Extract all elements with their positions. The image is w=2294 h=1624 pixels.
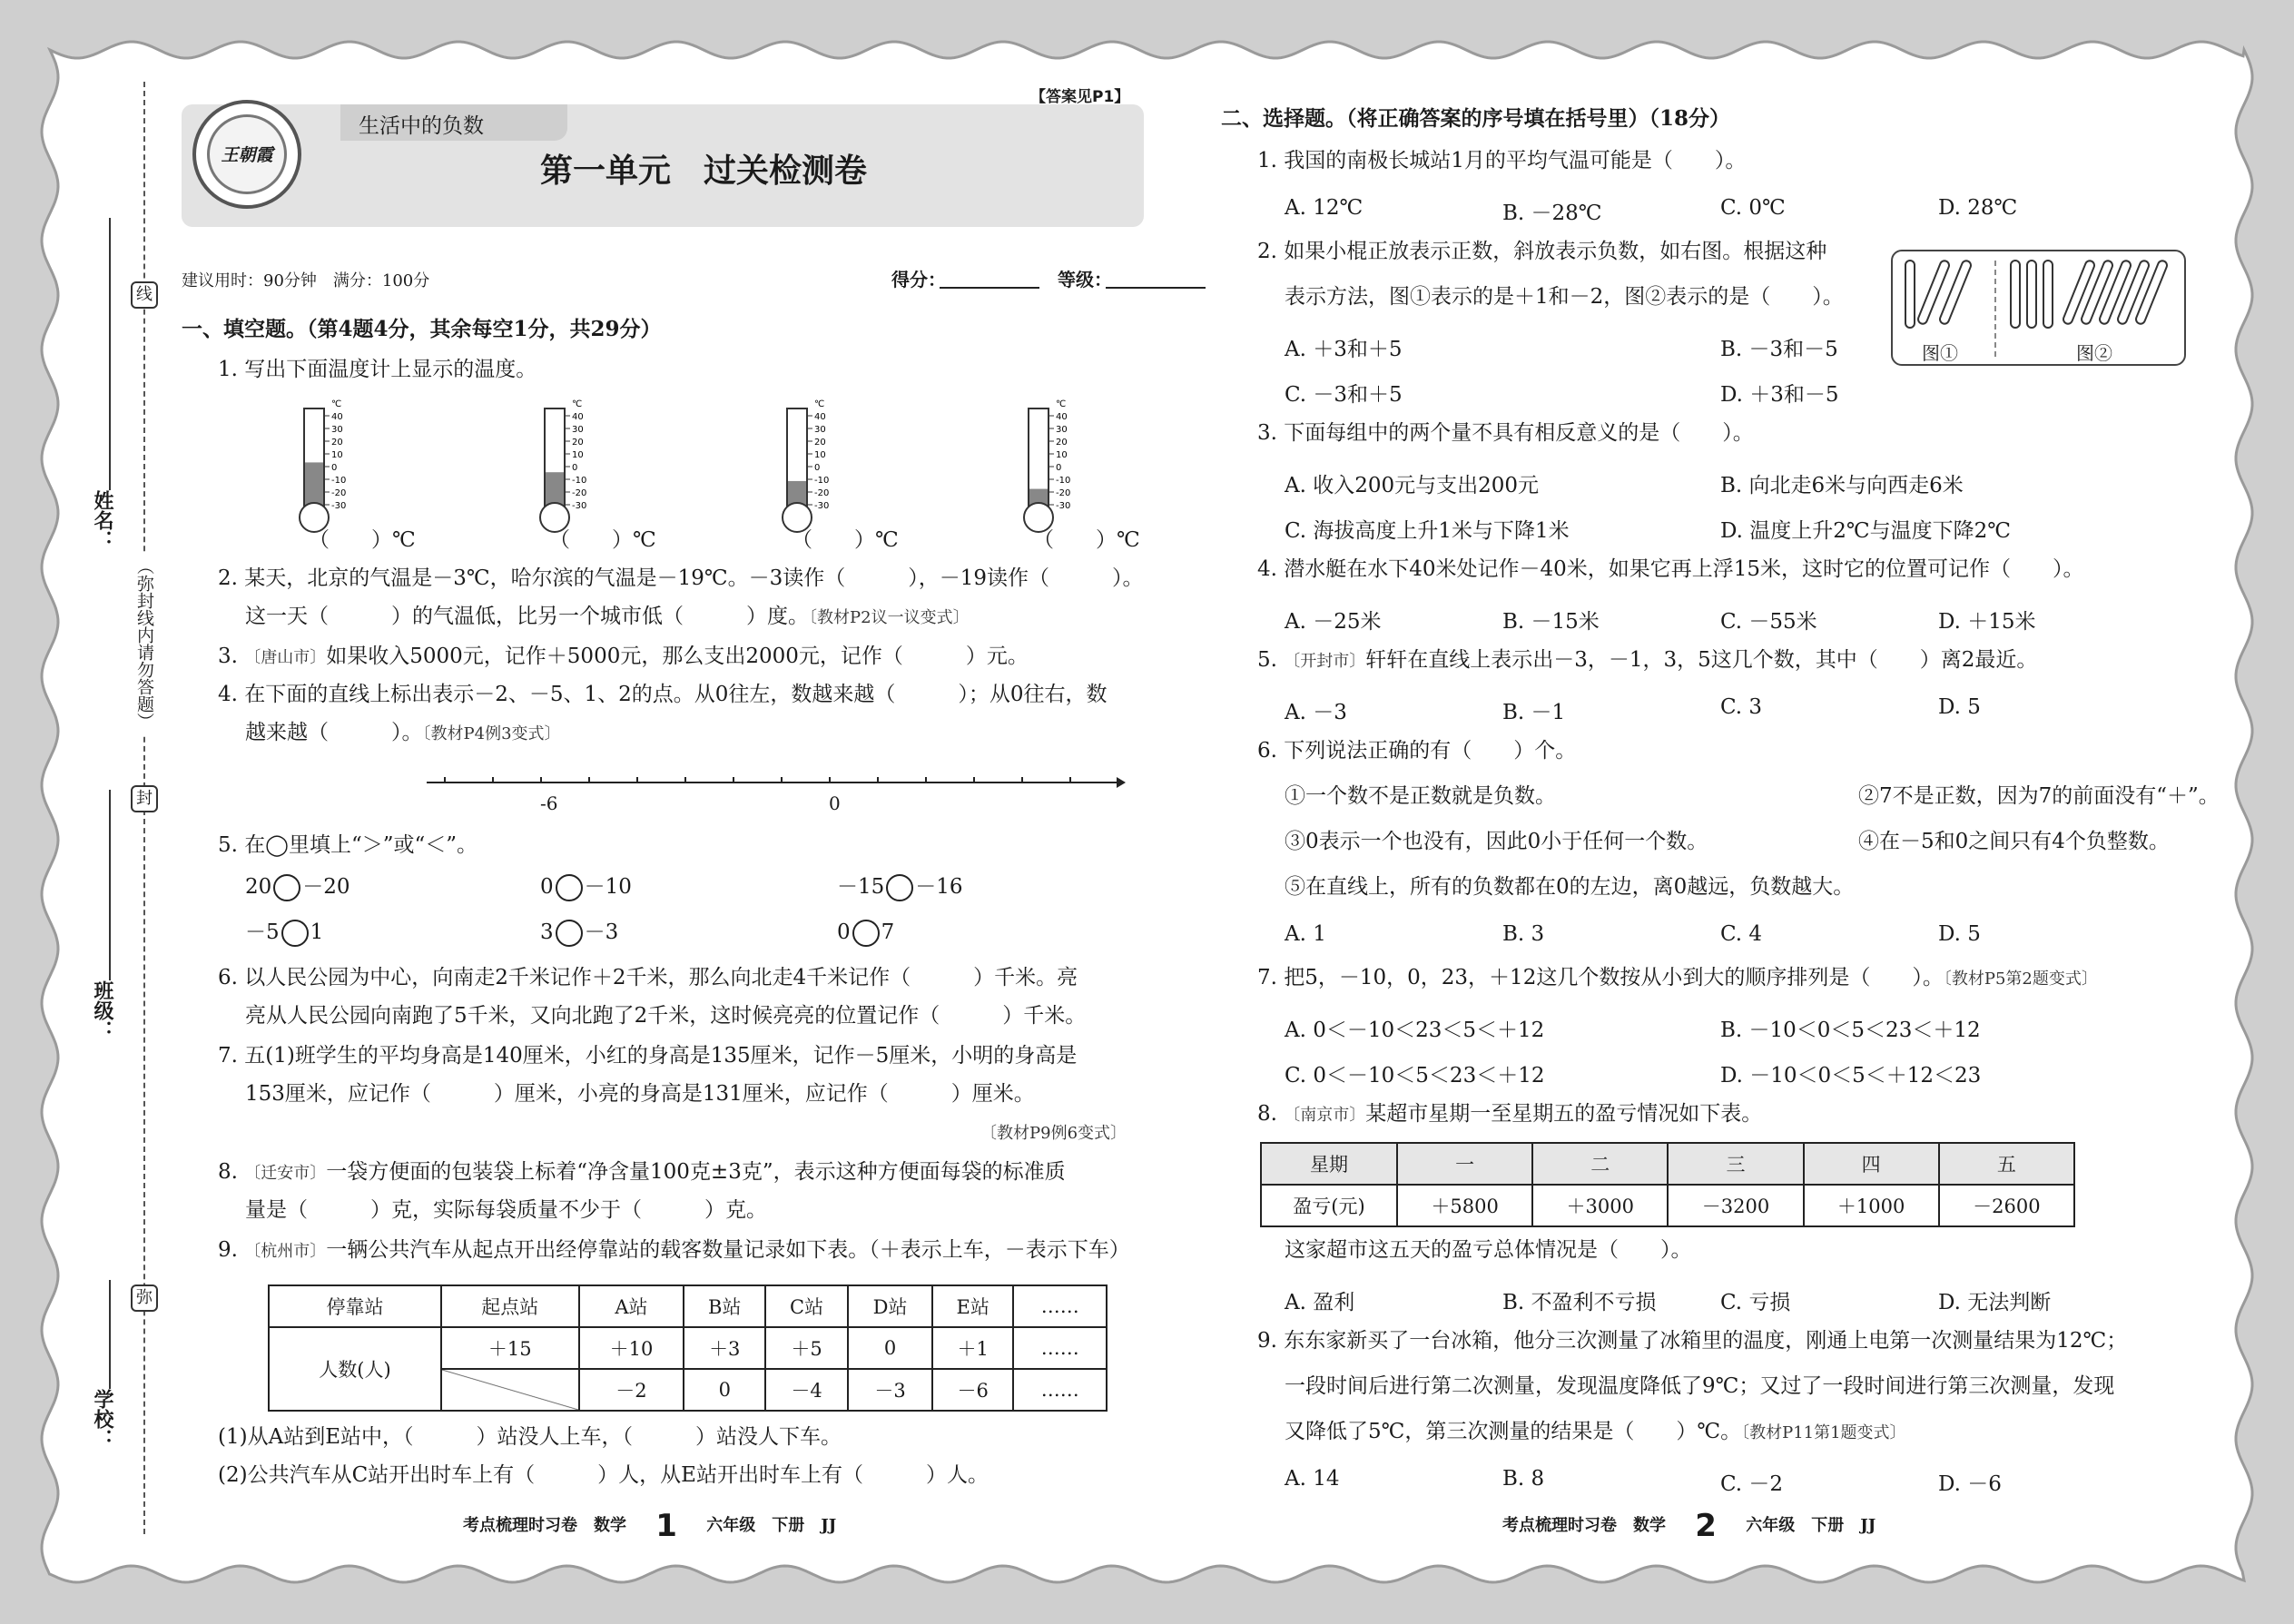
thermometer-2 [540,399,586,532]
compare-circle[interactable] [556,874,583,901]
s1-q8-line1: 8. 〔迁安市〕一袋方便面的包装袋上标着“净含量100克±3克”，表示这种方便面每袋的标准质 [218,1160,1066,1184]
bus-table-header [269,1285,1107,1327]
s2-q7-text: 7. 把5，－10，0，23，＋12这几个数按从小到大的顺序排列是（ ）。 [1257,966,1944,989]
thermometer-tick-label: -20 [1056,488,1071,498]
score-label: 得分： [891,269,946,290]
s1-q6-line1: 6. 以人民公园为中心，向南走2千米记作＋2千米，那么向北走4千米记作（ ）千米。亮 [218,966,1078,989]
thermometer-tick-label: 30 [1056,425,1068,435]
binding-strip [64,64,163,1561]
profit-cell: ＋3000 [1532,1185,1668,1226]
s2-q1-opt-c[interactable]: C. 0℃ [1720,196,1786,220]
bus-cell: －3 [848,1369,932,1411]
s2-q5-text: 轩轩在直线上表示出－3，－1，3，5这几个数，其中（ ）离2最近。 [1365,648,2038,672]
s1-q4-line2 [245,719,561,748]
s2-q3-opt-b[interactable]: B. 向北走6米与向西走6米 [1720,474,1964,497]
profit-header-cell: 一 [1397,1143,1532,1185]
s1-q9: 9. 〔杭州市〕一辆公共汽车从起点开出经停靠站的载客数量记录如下表。（＋表示上车，－表示下车） [218,1238,1130,1262]
s2-q4-opt-d[interactable]: D. ＋15米 [1938,610,2036,634]
s2-q3-opt-d[interactable]: D. 温度上升2℃与温度下降2℃ [1720,519,2011,543]
s2-q6-opt-a[interactable]: A. 1 [1285,922,1326,946]
thermometer-tick-label: 20 [572,438,584,448]
profit-cell: ＋1000 [1804,1185,1939,1226]
s2-q5-tag: 〔开封市〕 [1284,652,1366,671]
s2-q6-s4: ④在－5和0之间只有4个负整数。 [1858,830,2170,853]
bus-cell: －4 [765,1369,848,1411]
s2-q9-line1: 9. 东东家新买了一台冰箱，他分三次测量了冰箱里的温度，刚通上电第一次测量结果为12℃； [1257,1329,2128,1353]
s1-q3: 3. 〔唐山市〕如果收入5000元，记作＋5000元，那么支出2000元，记作（ ）元。 [218,645,1029,668]
seal-note: （弥封线内请勿答题） [133,554,157,733]
s2-q9-opt-a[interactable]: A. 14 [1285,1467,1340,1491]
s2-q9-line3 [1285,1418,1906,1447]
grade-label: 等级： [1058,269,1112,290]
page-number-2: 2 [1695,1508,1717,1544]
logo-badge [192,100,301,209]
s2-q7 [1257,964,2098,993]
time-info: 建议用时：90分钟 满分：100分 [182,271,430,290]
thermometer-tick-label: 0 [331,463,338,473]
s2-q9-opt-c[interactable]: C. －2 [1720,1472,1784,1496]
s1-q5: 5. 在◯里填上“＞”或“＜”。 [218,833,478,857]
s1-q2-line2 [245,603,970,632]
s1-q4-text: 越来越（ ）。 [245,721,423,744]
line-char-badge: 线 [131,281,158,309]
s2-q7-opt-d[interactable]: D. －10＜0＜5＜＋12＜23 [1720,1064,1982,1088]
bus-cell-empty [441,1369,579,1411]
thermometer-tick-label: 30 [572,425,584,435]
s1-q1: 1. 写出下面温度计上显示的温度。 [218,358,537,381]
compare-circle[interactable] [273,874,300,901]
q5-item-2[interactable]: 0 －10 [540,873,632,901]
thermometer-tick-label: 30 [331,425,343,435]
s1-q4-tag: 〔教材P4例3变式〕 [422,724,561,743]
s2-q8-opt-a[interactable]: A. 盈利 [1285,1291,1355,1314]
thermometer-tick-label: -20 [814,488,830,498]
s2-q1-opt-a[interactable]: A. 12℃ [1285,196,1364,220]
therm-answer-2[interactable]: （ ）℃ [549,528,656,552]
bus-header-cell: 起点站 [441,1285,579,1327]
bus-cell: ＋15 [441,1327,579,1369]
s2-q6-s3: ③0表示一个也没有，因此0小于任何一个数。 [1285,830,1708,853]
s2-q1: 1. 我国的南极长城站1月的平均气温可能是（ ）。 [1257,149,1747,172]
profit-table [1260,1142,2075,1227]
thermometer-tick-label: 10 [814,450,826,460]
bus-cell: …… [1013,1369,1107,1411]
s1-q9-sub1: (1)从A站到E站中，（ ）站没人上车，（ ）站没人下车。 [218,1425,842,1449]
thermometer-tick-label: 40 [1056,412,1068,422]
stick-figure-sticks [1893,251,2188,342]
bus-header-cell: C站 [765,1285,848,1327]
s1-q6-line2: 亮从人民公园向南跑了5千米，又向北跑了2千米，这时候亮亮的位置记作（ ）千米。 [245,1004,1087,1028]
topic-label: 生活中的负数 [359,114,484,138]
q5-item-1[interactable]: 20 －20 [245,873,350,901]
s2-q6-opt-c[interactable]: C. 4 [1720,922,1763,946]
footer-left-text: 考点梳理时习卷 数学 [463,1516,626,1535]
thermometer-tick-label: -30 [814,501,830,511]
s1-q7-line1: 7. 五(1)班学生的平均身高是140厘米，小红的身高是135厘米，记作－5厘米，小明的身高是 [218,1044,1078,1068]
logo-text: 王朝霞 [221,145,273,165]
footer-right-tail: 六年级 下册 JJ [1746,1516,1876,1535]
thermometer-tick-label: -30 [1056,501,1071,511]
bus-header-cell: E站 [932,1285,1013,1327]
q5-item-6[interactable]: 0 7 [837,919,894,947]
s2-q2-opt-c[interactable]: C. －3和＋5 [1285,383,1403,407]
s2-q5: 5. 〔开封市〕轩轩在直线上表示出－3，－1，3，5这几个数，其中（ ）离2最近。 [1257,648,2038,672]
s2-q5-opt-d[interactable]: D. 5 [1938,695,1981,719]
s2-q8: 8. 〔南京市〕某超市星期一至星期五的盈亏情况如下表。 [1257,1102,1763,1126]
q5-item-3[interactable]: －15 －16 [837,873,963,901]
q5-item-5[interactable]: 3 －3 [540,919,618,947]
s2-q7-opt-b[interactable]: B. －10＜0＜5＜23＜＋12 [1720,1019,1981,1042]
name-label: 姓名： [91,490,114,550]
s2-q6-s1: ①一个数不是正数就是负数。 [1285,784,1556,808]
seal-char-badge: 封 [131,785,158,812]
thermometer-1 [300,399,346,532]
page-title: 第一单元 过关检测卷 [540,153,868,190]
s2-q9-text: 又降低了5℃，第三次测量的结果是（ ）℃。 [1285,1420,1742,1443]
thermometer-tick-label: ℃ [572,399,583,409]
s2-q4-opt-b[interactable]: B. －15米 [1502,610,1600,634]
number-line-label-neg6: -6 [540,792,558,814]
number-line-label-0: 0 [829,792,841,814]
s2-q1-opt-d[interactable]: D. 28℃ [1938,196,2018,220]
thermometer-tick-label: -10 [572,476,587,486]
s2-q1-opt-b[interactable]: B. －28℃ [1502,202,1602,225]
s1-q2-line1: 2. 某天，北京的气温是－3℃，哈尔滨的气温是－19℃。－3读作（ ），－19读作（ ）。 [218,566,1144,590]
thermometer-tick-label: 40 [331,412,343,422]
class-label: 班级： [91,980,114,1040]
s2-q4-opt-c[interactable]: C. －55米 [1720,610,1817,634]
s1-q9-text: 一辆公共汽车从起点开出经停靠站的载客数量记录如下表。（＋表示上车，－表示下车） [326,1238,1130,1262]
s1-q3-tag: 〔唐山市〕 [244,648,327,667]
profit-header-cell: 星期 [1261,1143,1397,1185]
s2-q5-opt-a[interactable]: A. －3 [1285,701,1347,724]
bus-cell: ＋5 [765,1327,848,1369]
thermometer-tick-label: ℃ [814,399,825,409]
therm-answer-4[interactable]: （ ）℃ [1033,528,1140,552]
s2-q7-tag: 〔教材P5第2题变式〕 [1943,969,2098,989]
bus-cell: ＋10 [579,1327,684,1369]
thermometer-tick-label: 30 [814,425,826,435]
score-field[interactable] [940,287,1039,289]
thermometer-tick-label: 20 [814,438,826,448]
s1-q9-sub2: (2)公共汽车从C站开出时车上有（ ）人，从E站开出时车上有（ ）人。 [218,1463,989,1487]
s2-q8b: 这家超市这五天的盈亏总体情况是（ ）。 [1285,1238,1692,1262]
thermometer-tick-label: -10 [814,476,830,486]
compare-circle[interactable] [281,920,309,947]
s2-q8-tag: 〔南京市〕 [1284,1106,1366,1125]
s2-q9-tag: 〔教材P11第1题变式〕 [1741,1423,1906,1442]
s2-q2-opt-a[interactable]: A. ＋3和＋5 [1285,338,1403,361]
thermometer-tick-label: -10 [331,476,347,486]
s2-q7-opt-a[interactable]: A. 0＜－10＜23＜5＜＋12 [1285,1019,1545,1042]
school-line [109,1280,111,1389]
s2-q6-opt-d[interactable]: D. 5 [1938,922,1981,946]
left-column [182,64,1162,1561]
s2-q3-opt-a[interactable]: A. 收入200元与支出200元 [1285,474,1540,497]
s2-q9-opt-d[interactable]: D. －6 [1938,1472,2002,1496]
s2-q4: 4. 潜水艇在水下40米处记作－40米，如果它再上浮15米，这时它的位置可记作（ ）。 [1257,557,2084,581]
exam-sheet [64,64,2230,1561]
s2-q6-opt-b[interactable]: B. 3 [1502,922,1545,946]
thermometer-tick-label: -20 [572,488,587,498]
profit-header-cell: 二 [1532,1143,1668,1185]
bus-cell: －6 [932,1369,1013,1411]
s1-q7-line2: 153厘米，应记作（ ）厘米，小亮的身高是131厘米，应记作（ ）厘米。 [245,1082,1035,1106]
thermometer-tick-label: -30 [331,501,347,511]
thermometer-tick-label: 40 [814,412,826,422]
s1-q7-tag: 〔教材P9例6变式〕 [980,1124,1127,1143]
thermometer-tick-label: 0 [1056,463,1062,473]
s2-q3-opt-c[interactable]: C. 海拔高度上升1米与下降1米 [1285,519,1570,543]
profit-cell: 盈亏(元) [1261,1185,1397,1226]
s2-q6-s5: ⑤在直线上，所有的负数都在0的左边，离0越远，负数越大。 [1285,875,1855,899]
answer-ref: 【答案见P1】 [1030,88,1130,106]
profit-header-cell: 三 [1668,1143,1803,1185]
right-column [1221,64,2220,1561]
profit-header-cell: 五 [1939,1143,2074,1185]
bus-cell: ＋3 [684,1327,765,1369]
compare-circle[interactable] [886,874,913,901]
bus-header-cell: A站 [579,1285,684,1327]
profit-cell: －2600 [1939,1185,2074,1226]
s2-q8-text: 某超市星期一至星期五的盈亏情况如下表。 [1365,1102,1763,1126]
s2-q6-s2: ②7不是正数，因为7的前面没有“＋”。 [1858,784,2220,808]
bus-cell: ＋1 [932,1327,1013,1369]
s2-q9-line2: 一段时间后进行第二次测量，发现温度降低了9℃；又过了一段时间进行第三次测量，发现 [1285,1374,2115,1398]
thermometer-4 [1024,399,1070,532]
footer-left-tail: 六年级 下册 JJ [706,1516,837,1535]
thermometer-tick-label: 10 [572,450,584,460]
s2-q8-opt-d[interactable]: D. 无法判断 [1938,1291,2052,1314]
section1-heading: 一、填空题。（第4题4分，其余每空1分，共29分） [182,317,662,341]
s1-q8-tag: 〔迁安市〕 [244,1164,327,1183]
thermometer-tick-label: 20 [331,438,343,448]
section2-heading: 二、选择题。（将正确答案的序号填在括号里）（18分） [1221,106,1731,131]
s1-q8-line2: 量是（ ）克，实际每袋质量不少于（ ）克。 [245,1198,767,1222]
thermometer-tick-label: -10 [1056,476,1071,486]
mercury-level [546,472,564,507]
thermometer-tick-label: 20 [1056,438,1068,448]
s2-q2-opt-d[interactable]: D. ＋3和－5 [1720,383,1839,407]
thermometer-tick-label: 10 [1056,450,1068,460]
bus-header-cell: D站 [848,1285,932,1327]
bus-row-label: 人数(人) [269,1327,441,1411]
s1-q8-text: 一袋方便面的包装袋上标着“净含量100克±3克”，表示这种方便面每袋的标准质 [326,1160,1066,1184]
thermometer-group [182,399,1162,545]
mercury-level [305,462,323,507]
bus-table [268,1284,1108,1412]
therm-answer-1[interactable]: （ ）℃ [309,528,416,552]
s1-q2-tag: 〔教材P2议一议变式〕 [809,608,970,627]
profit-header-cell: 四 [1804,1143,1939,1185]
footer-right-text: 考点梳理时习卷 数学 [1502,1516,1666,1535]
thermometer-tick-label: ℃ [1056,399,1067,409]
q5-item-4[interactable]: －5 1 [245,919,323,947]
s2-q8-opt-c[interactable]: C. 亏损 [1720,1291,1791,1314]
s2-q4-opt-a[interactable]: A. －25米 [1285,610,1382,634]
fig-label-2: 图② [2076,342,2112,364]
bus-header-cell: 停靠站 [269,1285,441,1327]
s2-q2-opt-b[interactable]: B. －3和－5 [1720,338,1838,361]
bus-cell: 0 [848,1327,932,1369]
thermometer-tick-label: ℃ [331,399,342,409]
s2-q9-opt-b[interactable]: B. 8 [1502,1467,1545,1491]
profit-table-row [1261,1185,2074,1226]
s1-q2-text: 这一天（ ）的气温低，比另一个城市低（ ）度。 [245,605,809,628]
seal2-char-badge: 弥 [131,1284,158,1312]
thermometer-tick-label: 0 [814,463,821,473]
s2-q2-line1: 2. 如果小棍正放表示正数，斜放表示负数，如右图。根据这种 [1257,240,1827,263]
thermometer-tick-label: -20 [331,488,347,498]
footer-left [463,1508,837,1544]
fig-label-1: 图① [1922,342,1958,364]
s2-q2-line2: 表示方法，图①表示的是＋1和－2，图②表示的是（ ）。 [1285,285,1844,309]
stick-figure-box [1891,250,2186,366]
name-line [109,218,111,490]
footer-right [1502,1508,1876,1544]
school-label: 学校： [91,1389,114,1449]
class-line [109,790,111,980]
therm-answer-3[interactable]: （ ）℃ [792,528,899,552]
profit-table-header [1261,1143,2074,1185]
s2-q6: 6. 下列说法正确的有（ ）个。 [1257,739,1577,763]
thermometer-tick-label: 40 [572,412,584,422]
page-number-1: 1 [655,1508,677,1544]
bus-header-cell: …… [1013,1285,1107,1327]
s1-q3-text: 如果收入5000元，记作＋5000元，那么支出2000元，记作（ ）元。 [326,645,1029,668]
thermometer-3 [783,399,829,532]
s2-q7-opt-c[interactable]: C. 0＜－10＜5＜23＜＋12 [1285,1064,1545,1088]
s2-q3: 3. 下面每组中的两个量不具有相反意义的是（ ）。 [1257,421,1754,445]
s1-q9-tag: 〔杭州市〕 [244,1242,327,1261]
s2-q8-opt-b[interactable]: B. 不盈利不亏损 [1502,1291,1657,1314]
bus-cell: 0 [684,1369,765,1411]
thermometer-tick-label: 10 [331,450,343,460]
s1-q4-line1: 4. 在下面的直线上标出表示－2、－5、1、2的点。从0往左，数越来越（ ）；从0往右，数 [218,683,1108,706]
bus-header-cell: B站 [684,1285,765,1327]
bus-row-up [269,1327,1107,1369]
s2-q5-opt-b[interactable]: B. －1 [1502,701,1566,724]
bus-cell: －2 [579,1369,684,1411]
compare-circle[interactable] [556,920,583,947]
bus-cell: …… [1013,1327,1107,1369]
s2-q5-opt-c[interactable]: C. 3 [1720,695,1763,719]
profit-cell: ＋5800 [1397,1185,1532,1226]
profit-cell: －3200 [1668,1185,1803,1226]
thermometer-tick-label: -30 [572,501,587,511]
grade-field[interactable] [1106,287,1206,289]
compare-circle[interactable] [852,920,880,947]
number-line[interactable] [418,773,1126,810]
thermometer-tick-label: 0 [572,463,578,473]
